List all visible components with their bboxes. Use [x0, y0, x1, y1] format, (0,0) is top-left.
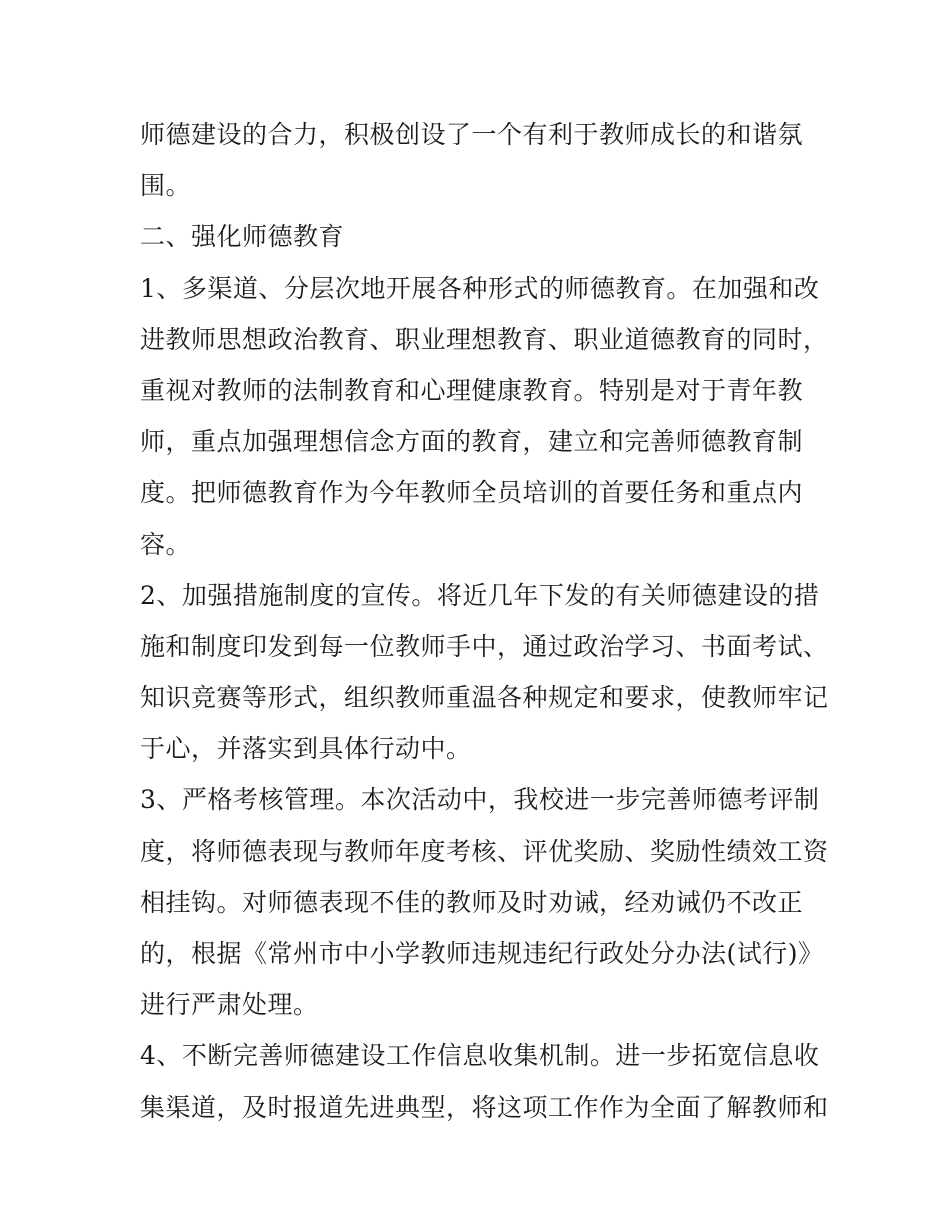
text-line: 师，重点加强理想信念方面的教育，建立和完善师德教育制	[140, 427, 804, 457]
text-line: 2、加强措施制度的宣传。将近几年下发的有关师德建设的措	[140, 580, 820, 610]
text-line: 相挂钩。对师德表现不佳的教师及时劝诫，经劝诫仍不改正	[140, 887, 804, 917]
text-line: 度。把师德教育作为今年教师全员培训的首要任务和重点内	[140, 478, 804, 508]
text-line: 度，将师德表现与教师年度考核、评优奖励、奖励性绩效工资	[140, 836, 829, 866]
text-line: 1、多渠道、分层次地开展各种形式的师德教育。在加强和改	[140, 273, 820, 303]
text-line: 进教师思想政治教育、职业理想教育、职业道德教育的同时，	[140, 324, 829, 354]
text-line: 4、不断完善师德建设工作信息收集机制。进一步拓宽信息收	[140, 1041, 820, 1071]
text-line: 围。	[140, 171, 192, 201]
text-line: 师德建设的合力，积极创设了一个有利于教师成长的和谐氛	[140, 120, 804, 149]
section-heading: 二、强化师德教育	[140, 222, 345, 252]
text-line: 集渠道，及时报道先进典型，将这项工作作为全面了解教师和	[140, 1092, 829, 1122]
text-line: 3、严格考核管理。本次活动中，我校进一步完善师德考评制	[140, 785, 820, 815]
text-line: 于心，并落实到具体行动中。	[140, 734, 472, 764]
text-line: 知识竞赛等形式，组织教师重温各种规定和要求，使教师牢记	[140, 683, 829, 713]
text-line: 进行严肃处理。	[140, 990, 319, 1020]
document-body	[140, 109, 829, 1133]
text-line: 容。	[140, 529, 192, 559]
text-line: 的，根据《常州市中小学教师违规违纪行政处分办法(试行)》	[140, 939, 824, 968]
text-line: 施和制度印发到每一位教师手中，通过政治学习、书面考试、	[140, 631, 829, 661]
text-line: 重视对教师的法制教育和心理健康教育。特别是对于青年教	[140, 375, 804, 405]
